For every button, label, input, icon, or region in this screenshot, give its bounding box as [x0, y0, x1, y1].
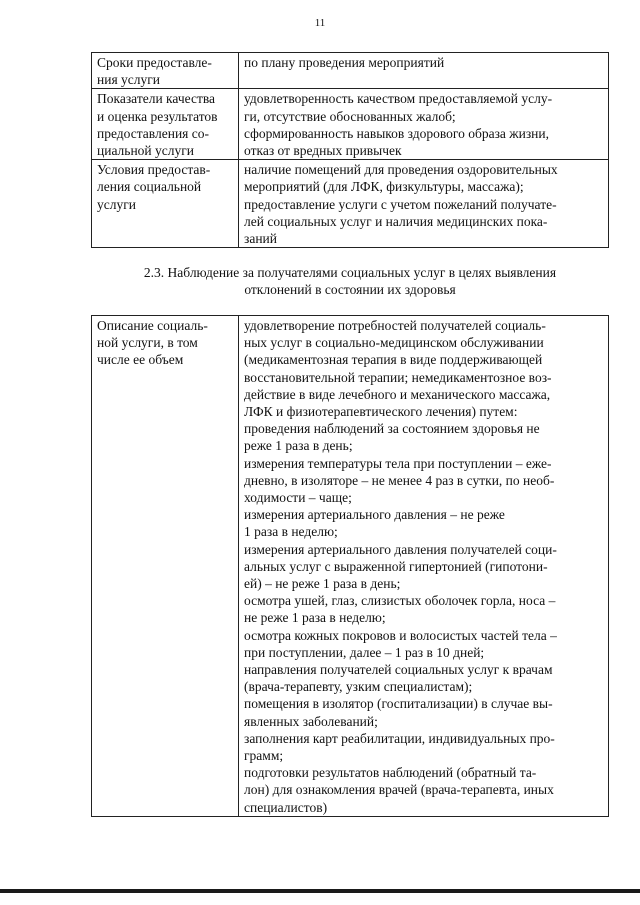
content-line: грамм;: [244, 748, 284, 764]
label-line: Сроки предоставле-: [97, 55, 212, 70]
label-line: Описание социаль-: [97, 318, 208, 333]
table-row: [92, 53, 609, 89]
content-line: мероприятий (для ЛФК, физкультуры, массажа);: [244, 179, 524, 195]
label-line: ления социальной: [97, 179, 202, 195]
row-content: [239, 316, 609, 817]
content-line: ги, отсутствие обоснованных жалоб;: [244, 108, 456, 124]
row-label: [92, 316, 239, 817]
content-line: подготовки результатов наблюдений (обратный та-: [244, 765, 537, 781]
content-line: ных услуг в социально-медицинском обслуживании: [244, 335, 544, 351]
heading-line: 2.3. Наблюдение за получателями социальных услуг в целях выявления: [143, 265, 557, 280]
content-line: лон) для ознакомления врачей (врача-терапевта, иных: [244, 782, 554, 798]
footer-rule: [0, 889, 640, 893]
content-line: ей) – не реже 1 раза в день;: [244, 576, 401, 592]
label-line: ния услуги: [97, 72, 161, 88]
content-line: реже 1 раза в день;: [244, 438, 353, 454]
heading-line: отклонений в состоянии их здоровья: [244, 282, 456, 297]
content-line: измерения артериального давления – не реже: [244, 507, 505, 523]
label-line: ной услуги, в том: [97, 335, 198, 351]
label-line: Показатели качества: [97, 91, 216, 107]
content-line: альных услуг с выраженной гипертонией (гипотони-: [244, 558, 548, 574]
content-line: ЛФК и физиотерапевтического лечения) путем:: [244, 404, 518, 420]
content-line: восстановительной терапии; немедикаментозное воз-: [244, 369, 552, 385]
section-heading: [60, 264, 640, 298]
row-label: [92, 89, 239, 160]
service-description-table: [91, 315, 609, 817]
content-line: при поступлении, далее – 1 раз в 10 дней;: [244, 644, 485, 660]
row-content: [239, 53, 609, 89]
service-conditions-table: [91, 52, 609, 248]
content-line: (врача-терапевту, узким специалистам);: [244, 679, 473, 695]
label-line: предоставления со-: [97, 125, 209, 141]
content-line: отказ от вредных привычек: [244, 143, 402, 159]
row-content: [239, 160, 609, 248]
content-line: (медикаментозная терапия в виде поддерживающей: [244, 352, 543, 368]
content-line: лей социальных услуг и наличия медицинских пока-: [244, 213, 548, 229]
content-line: заполнения карт реабилитации, индивидуальных про-: [244, 730, 555, 746]
content-line: не реже 1 раза в неделю;: [244, 610, 386, 626]
row-label: [92, 53, 239, 89]
content-line: наличие помещений для проведения оздоровительных: [244, 162, 558, 178]
content-line: измерения температуры тела при поступлении – еже-: [244, 455, 552, 471]
content-line: помещения в изолятор (госпитализации) в случае вы-: [244, 696, 553, 712]
content-line: явленных заболеваний;: [244, 713, 378, 729]
content-line: 1 раза в неделю;: [244, 524, 338, 540]
content-line: направления получателей социальных услуг к врачам: [244, 662, 553, 678]
label-line: числе ее объем: [97, 352, 184, 368]
table-row: [92, 316, 609, 817]
content-line: дневно, в изоляторе – не менее 4 раз в сутки, по необ-: [244, 472, 555, 488]
row-label: [92, 160, 239, 248]
table-row: [92, 160, 609, 248]
content-line: специалистов): [244, 799, 328, 815]
content-line: действие в виде лечебного и механического массажа,: [244, 386, 551, 402]
content-line: проведения наблюдений за состоянием здоровья не: [244, 421, 540, 437]
content-line: заний: [244, 231, 277, 247]
content-line: по плану проведения мероприятий: [244, 55, 445, 70]
table-row: [92, 89, 609, 160]
content-line: предоставление услуги с учетом пожеланий получате-: [244, 196, 557, 212]
row-content: [239, 89, 609, 160]
page-number: 11: [314, 17, 326, 29]
content-line: удовлетворенность качеством предоставляемой услу-: [244, 91, 553, 107]
content-line: ходимости – чаще;: [244, 490, 352, 506]
label-line: и оценка результатов: [97, 108, 218, 124]
label-line: циальной услуги: [97, 143, 195, 159]
content-line: удовлетворение потребностей получателей социаль-: [244, 318, 546, 333]
content-line: осмотра кожных покровов и волосистых частей тела –: [244, 627, 557, 643]
content-line: сформированность навыков здорового образа жизни,: [244, 125, 549, 141]
label-line: услуги: [97, 196, 136, 212]
content-line: измерения артериального давления получателей соци-: [244, 541, 557, 557]
label-line: Условия предостав-: [97, 162, 211, 178]
content-line: осмотра ушей, глаз, слизистых оболочек горла, носа –: [244, 593, 556, 609]
